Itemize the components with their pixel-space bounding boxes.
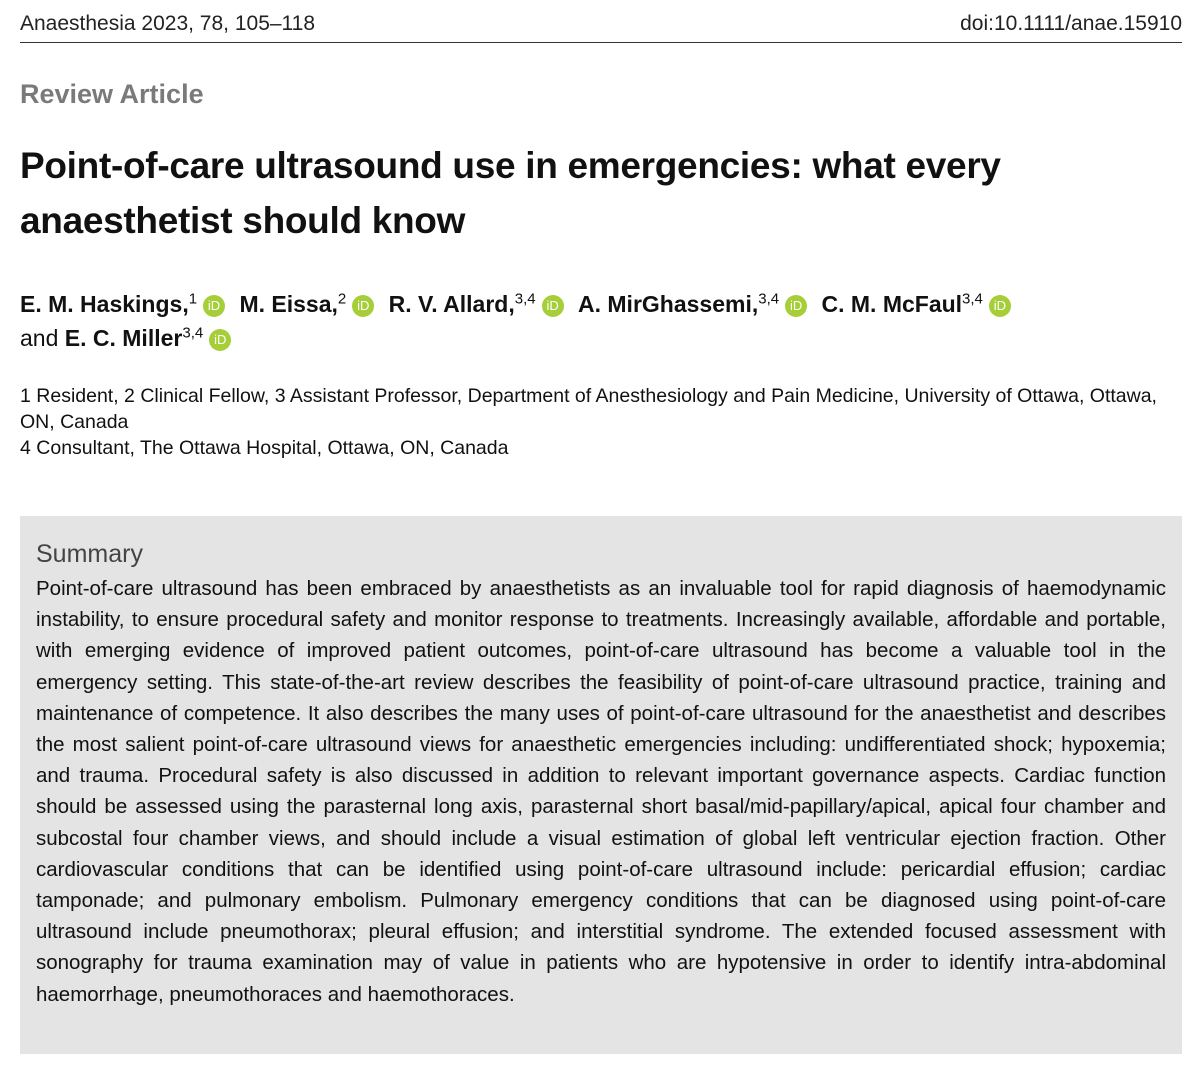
- affiliation-line: 4 Consultant, The Ottawa Hospital, Ottawa, ON, Canada: [20, 437, 509, 459]
- affiliation-line: 1 Resident, 2 Clinical Fellow, 3 Assistant Professor, Department of Anesthesiology and Pain Medicine, University of Ottawa, Ottawa, ON, Canada: [20, 385, 1157, 433]
- orcid-icon[interactable]: iD: [352, 295, 374, 317]
- author-name[interactable]: A. MirGhassemi,: [578, 291, 759, 317]
- article-type-label: Review Article: [20, 79, 204, 109]
- author-name[interactable]: C. M. McFaul: [821, 291, 963, 317]
- doi-link[interactable]: doi:10.1111/anae.15910: [960, 12, 1182, 35]
- affiliations: [20, 383, 1180, 461]
- article-title: Point-of-care ultrasound use in emergencies: what every anaesthetist should know: [20, 145, 1001, 241]
- orcid-icon[interactable]: iD: [209, 329, 231, 351]
- orcid-icon[interactable]: iD: [989, 295, 1011, 317]
- summary-text: Point-of-care ultrasound has been embraced by anaesthetists as an invaluable tool for rapid diagnosis of haemodynamic instability, to ensure procedural safety and monitor response to treatments. Increasingly available, affordable and portable, with emerging evidence of improved patient outcomes, point-of-care ultrasound has become a valuable tool in the emergency setting. This state-of-the-art review describes the feasibility of point-of-care ultrasound practice, training and maintenance of competence. It also describes the many uses of point-of-care ultrasound for the anaesthetist and describes the most salient point-of-care ultrasound views for anaesthetic emergencies including: undifferentiated shock; hypoxemia; and trauma. Procedural safety is also discussed in addition to relevant important governance aspects. Cardiac function should be assessed using the parasternal long axis, parasternal short basal/mid-papillary/apical, apical four chamber and subcostal four chamber views, and should include a visual estimation of global left ventricular ejection fraction. Other cardiovascular conditions that can be identified using point-of-care ultrasound include: pericardial effusion; cardiac tamponade; and pulmonary embolism. Pulmonary emergency conditions that can be diagnosed using point-of-care ultrasound include pneumothorax; pleural effusion; and interstitial syndrome. The extended focused assessment with sonography for trauma examination may of value in patients who are hypotensive in order to identify intra-abdominal haemorrhage, pneumothoraces and haemothoraces.: [36, 577, 1166, 1006]
- orcid-icon[interactable]: iD: [785, 295, 807, 317]
- summary-box: [20, 516, 1182, 1054]
- author-affiliation-sup: 1: [188, 290, 198, 308]
- orcid-icon[interactable]: iD: [542, 295, 564, 317]
- journal-citation: Anaesthesia 2023, 78, 105–118: [20, 12, 316, 35]
- author-affiliation-sup: 3,4: [182, 324, 204, 342]
- author-list: [20, 287, 1180, 355]
- author-affiliation-sup: 3,4: [758, 290, 780, 308]
- orcid-icon[interactable]: iD: [203, 295, 225, 317]
- summary-heading: Summary: [36, 540, 143, 568]
- author-name[interactable]: M. Eissa,: [239, 291, 338, 317]
- author-name[interactable]: E. M. Haskings,: [20, 291, 189, 317]
- author-affiliation-sup: 2: [337, 290, 347, 308]
- journal-header: [20, 8, 1182, 43]
- author-conjunction: and: [20, 325, 59, 351]
- author-name[interactable]: E. C. Miller: [64, 325, 183, 351]
- author-name[interactable]: R. V. Allard,: [388, 291, 515, 317]
- author-affiliation-sup: 3,4: [962, 290, 983, 308]
- author-affiliation-sup: 3,4: [514, 290, 536, 308]
